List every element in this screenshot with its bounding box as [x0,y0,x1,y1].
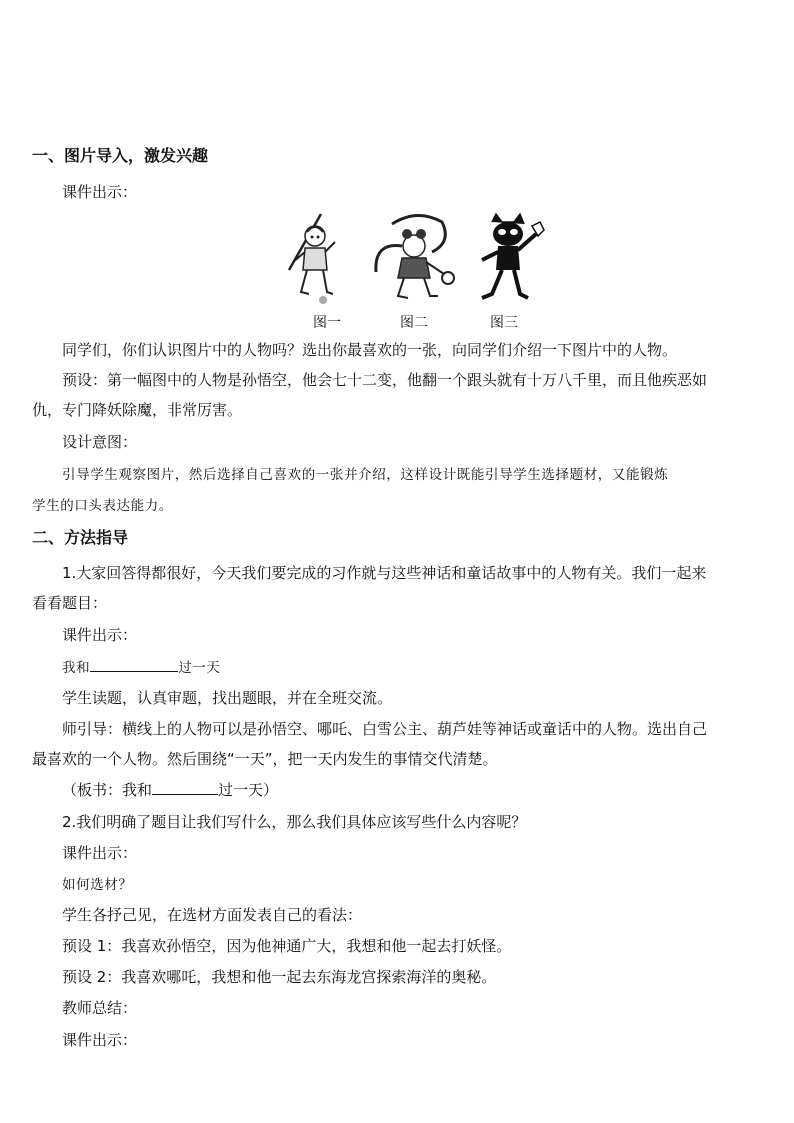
figure-2-caption: 图二 [400,315,428,331]
preset-2: 预设 2：我喜欢哪吒，我想和他一起去东海龙宫探索海洋的奥秘。 [62,968,497,986]
monkey-king-illustration [283,212,343,308]
figure-3-caption: 图三 [490,315,518,331]
title-suffix: 过一天 [178,660,221,676]
step-2-question: 2.我们明确了题目让我们写什么，那么我们具体应该写些什么内容呢？ [62,813,527,831]
courseware-label: 课件出示： [62,1031,138,1049]
board-prefix: （板书：我和 [62,781,153,799]
step-1-line2: 看看题目： [32,594,108,612]
paragraph-preset-line1: 预设：第一幅图中的人物是孙悟空，他会七十二变，他翻一个跟头就有十万八千里，而且他疾恶如 [62,371,708,389]
composition-title [62,657,221,678]
board-blank [152,780,218,795]
paragraph-read-title: 学生读题，认真审题，找出题眼，并在全班交流。 [62,689,393,707]
board-note [62,780,278,800]
courseware-label: 课件出示： [62,626,138,644]
figure-1-caption: 图一 [313,315,341,331]
nezha-illustration [372,212,462,304]
section-1-heading: 一、图片导入，激发兴趣 [32,146,209,165]
teacher-guide-line1: 师引导：横线上的人物可以是孙悟空、哪吒、白雪公主、葫芦娃等神话或童话中的人物。选出自己 [62,720,708,738]
design-intent-line1: 引导学生观察图片，然后选择自己喜欢的一张并介绍，这样设计既能引导学生选择题材，又能锻炼 [62,467,669,483]
teacher-guide-line2: 最喜欢的一个人物。然后围绕“一天”，把一天内发生的事情交代清楚。 [32,750,498,768]
paragraph-preset-line2: 仇，专门降妖除魔，非常厉害。 [32,401,243,419]
section-2-heading: 二、方法指导 [32,528,129,547]
title-blank [90,657,178,672]
paragraph-intro: 同学们，你们认识图片中的人物吗？选出你最喜欢的一张，向同学们介绍一下图片中的人物。 [62,341,678,359]
design-intent-line2: 学生的口头表达能力。 [32,498,173,514]
preset-1: 预设 1：我喜欢孙悟空，因为他神通广大，我想和他一起去打妖怪。 [62,937,512,955]
design-intent-label: 设计意图： [62,433,138,451]
title-prefix: 我和 [62,660,91,676]
courseware-label: 课件出示： [62,844,138,862]
paragraph-opinions: 学生各抒己见，在选材方面发表自己的看法： [62,906,363,924]
board-suffix: 过一天） [218,781,279,799]
material-question: 如何选材？ [62,877,133,893]
courseware-label: 课件出示： [62,183,138,201]
teacher-summary-label: 教师总结： [62,999,138,1017]
step-1-line1: 1.大家回答得都很好，今天我们要完成的习作就与这些神话和童话故事中的人物有关。我们一起来 [62,564,707,582]
black-cat-illustration [474,212,550,304]
